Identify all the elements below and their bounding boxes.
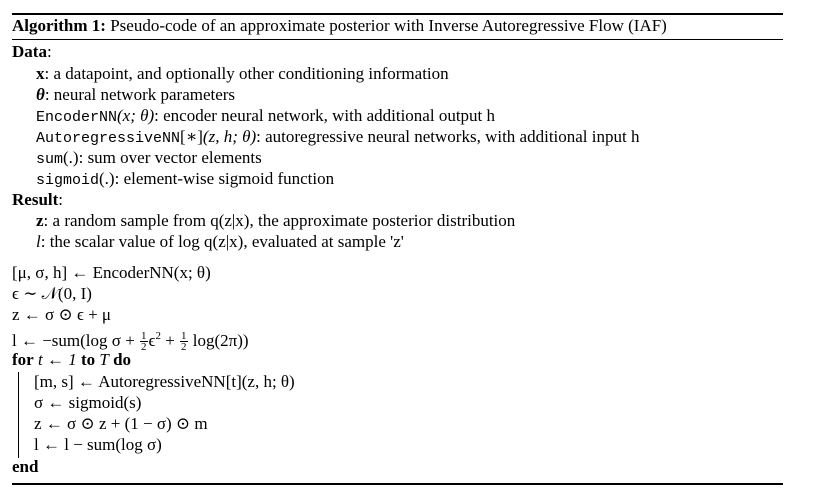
bottom-rule [12,483,783,485]
data-item-autoregressive: AutoregressiveNN[∗](z, h; θ): autoregressive neural networks, with additional input h [36,127,640,147]
fraction-half: $\frac{1}{2}$ [141,329,147,353]
loop-line-3: z ← σ ⊙ z + (1 − σ) ⊙ m [34,414,208,433]
data-item-encoder: EncoderNN(x; θ): encoder neural network, with additional output h [36,106,496,126]
result-heading: Result [12,190,59,209]
data-item-sigmoid: sigmoid(.): element-wise sigmoid function [36,169,335,189]
caption-rule [12,39,783,40]
loop-bracket [18,372,19,458]
for-loop-header: for t ← 1 to T do [12,350,132,369]
result-item-z: z: a random sample from q(z|x), the approximate posterior distribution [36,211,516,230]
loop-line-4: l ← l − sum(log σ) [34,435,162,454]
code-line-3: z ← σ ⊙ ϵ + μ [12,305,112,324]
loop-line-1: [m, s] ← AutoregressiveNN[t](z, h; θ) [34,372,295,391]
data-heading-line: Data: [12,42,52,61]
code-line-4: l ← −sum(log σ + $\frac{1}{2}$ $\epsilon^2$ + $\frac{1}{2}$ log(2π)) [12,329,249,353]
data-item-x: x: a datapoint, and optionally other conditioning information [36,64,449,83]
fraction-half: $\frac{1}{2}$ [181,329,187,353]
algorithm-box [12,0,783,490]
data-item-theta: θ: neural network parameters [36,85,236,104]
algorithm-title: Pseudo-code of an approximate posterior with Inverse Autoregressive Flow (IAF) [110,16,667,35]
result-heading-line: Result: [12,190,64,209]
algorithm-label: Algorithm 1: [12,16,106,35]
data-item-sum: sum(.): sum over vector elements [36,148,262,168]
loop-line-2: σ ← sigmoid(s) [34,393,142,412]
data-heading: Data [12,42,47,61]
end-keyword: end [12,457,39,476]
top-rule [12,13,783,15]
code-line-2: ϵ ∼ 𝒩(0, I) [12,284,92,303]
algorithm-caption [12,16,667,36]
code-line-1: [μ, σ, h] ← EncoderNN(x; θ) [12,263,211,282]
result-item-l: l: the scalar value of log q(z|x), evaluated at sample 'z' [36,232,404,251]
